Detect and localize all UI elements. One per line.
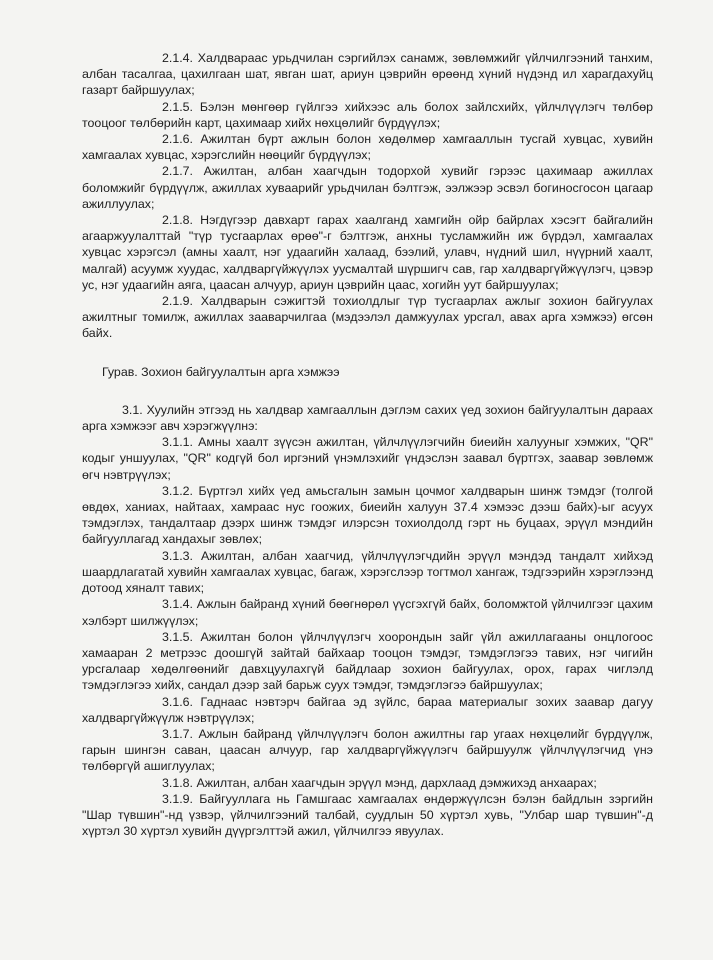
paragraph-3-1-8: 3.1.8. Ажилтан, албан хаагчдын эрүүл мэнд, дархлаад дэмжихэд анхаарах; [162,775,597,790]
paragraph-2-1-9: 2.1.9. Халдварын сэжигтэй тохиолдлыг түр тусгаарлах ажлыг зохион байгуулах ажилтныг томилж, ажиллах зааварчилгаа (мэдээлэл дамжуулах урсгал, авах арга хэмжээ) өгсөн байх. [82,294,653,341]
paragraph-3-1-9: 3.1.9. Байгууллага нь Гамшгаас хамгаалах өндөржүүлсэн бэлэн байдлын зэргийн "Шар түвшин"-нд үзвэр, үйлчилгээний талбай, суудлын 50 хүртэл хувь, "Улбар шар түвшин"-д хүртэл 30 хүртэл хувийн дүүргэлттэй ажил, үйлчилгээ явуулах. [82,791,653,839]
paragraph-3-1-6: 3.1.6. Гаднаас нэвтэрч байгаа эд зүйлс, бараа материалыг зохих заавар дагуу халдваргүйжүүлж нэвтрүүлэх; [82,694,653,725]
paragraph-2-1-4: 2.1.4. Халдвараас урьдчилан сэргийлэх санамж, зөвлөмжийг үйлчилгээний танхим, албан тасалгаа, цахилгаан шат, явган шат, ариун цэврийн өрөөнд хүний нүдэнд ил харагдахуйц газарт байршуулах; [82,51,653,98]
spacer [82,342,653,364]
paragraph-2-1-6: 2.1.6. Ажилтан бүрт ажлын болон хөдөлмөр хамгааллын тусгай хувцас, хувийн хамгаалах хувцас, хэрэгслийн нөөцийг бүрдүүлэх; [82,132,653,163]
paragraph-3-1-5: 3.1.5. Ажилтан болон үйлчлүүлэгч хоорондын зайг үйл ажиллагааны онцлогоос хамааран 2 метрээс доошгүй зайтай байхаар тооцон тэмдэг, тэмдэглэгээ тавих, нэг чигийн урсгалаар хөдөлгөөнийг давхцуулахгүй байдлаар зохион байгуулах, орох, гарах чиглэлд тэмдэглэгээ хийх, сандал дээр зай барьж суух тэмдэг, тэмдэглэгээ байршуулах; [82,629,653,693]
paragraph-2-1-7: 2.1.7. Ажилтан, албан хаагчдын тодорхой хувийг гэрээс цахимаар ажиллах боломжийг бүрдүүлж, ажиллах хуваарийг урьдчилан бэлтгэж, ээлжээр эсвэл богиносгосон цагаар ажиллуулах; [82,164,653,211]
paragraph-3-1-7: 3.1.7. Ажлын байранд үйлчлүүлэгч болон ажилтны гар угаах нөхцөлийг бүрдүүлж, гарын шингэн саван, цаасан алчуур, гар халдваргүйжүүлэгч байршуулж үйлчлүүлэгчид үнэ төлбөргүй ашиглуулах; [82,726,653,774]
paragraph-3-1-4: 3.1.4. Ажлын байранд хүний бөөгнөрөл үүсгэхгүй байх, боломжтой үйлчилгээг цахим хэлбэрт шилжүүлэх; [82,597,653,628]
section-heading: Гурав. Зохион байгуулалтын арга хэмжээ [102,364,340,379]
paragraph-2-1-5: 2.1.5. Бэлэн мөнгөөр гүйлгээ хийхээс аль болох зайлсхийх, үйлчлүүлэгч төлбөр тооцоог төлбөрийн карт, цахимаар хийх нөхцөлийг бүрдүүлэх; [82,99,653,130]
paragraph-3-1-2: 3.1.2. Бүртгэл хийх үед амьсгалын замын цочмог халдварын шинж тэмдэг (толгой өвдөх, ханиах, найтаах, хамраас нус гоожих, биеийн халуун 37.4 хэмээс дээш байх)-ыг асуух тэмдэглэх, тандалтаар дээрх шинж тэмдэг илэрсэн тохиолдолд гэрт нь буцаах, эрүүл мэндийн байгууллагад хандахыг зөвлөх; [82,483,653,547]
spacer [82,380,653,402]
paragraph-3-1-1: 3.1.1. Амны хаалт зүүсэн ажилтан, үйлчлүүлэгчийн биеийн халууныг хэмжих, "QR" кодыг уншуулах, "QR" кодгүй бол иргэний үнэмлэхийг үндэслэн заавал бүртгэх, заавар зөвлөмж өгч нэвтрүүлэх; [82,435,653,482]
paragraph-2-1-8: 2.1.8. Нэгдүгээр давхарт гарах хаалганд хамгийн ойр байрлах хэсэгт байгалийн агааржуулалттай "түр тусгаарлах өрөө"-г бэлтгэж, анхны тусламжийн иж бүрдэл, хамгаалах хувцас хэрэгсэл (амны хаалт, нэг удаагийн халаад, бээлий, улавч, нүдний шил, нүүрний хаалт, малгай) асуумж хуудас, халдваргүйжүүлэх уусмалтай шүршигч сав, гар халдваргүйжүүлэгч, цэвэр ус, нэг удаагийн аяга, цаасан алчуур, ариун цэврийн цаас, хогийн уут байршуулах; [82,213,653,292]
paragraph-3-1-3: 3.1.3. Ажилтан, албан хаагчид, үйлчлүүлэгчдийн эрүүл мэндэд тандалт хийхэд шаардлагатай хувийн хамгаалах хувцас, багаж, хэрэгслээр тогтмол хангаж, тэдгээрийн хэрэглээнд дотоод хяналт тавих; [82,548,653,596]
section-intro: 3.1. Хуулийн этгээд нь халдвар хамгааллын дэглэм сахих үед зохион байгуулалтын дараах арга хэмжээг авч хэрэгжүүлнэ: [82,402,653,434]
